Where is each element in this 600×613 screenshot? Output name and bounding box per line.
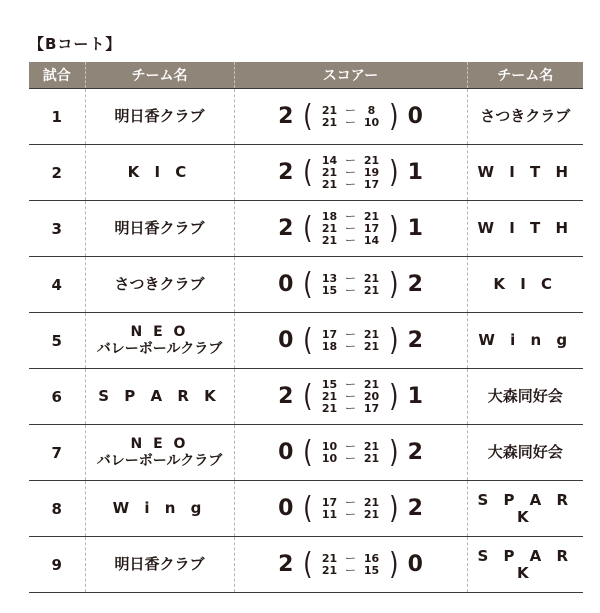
set-dash: ー [345, 221, 356, 235]
close-paren: ) [388, 322, 399, 358]
team1-sets-won: 0 [278, 440, 294, 465]
set-score-team1: 21 [321, 177, 338, 191]
set-score-team1: 10 [321, 439, 338, 453]
match-row [29, 481, 583, 537]
team1-name: さつきクラブ [85, 257, 234, 313]
set-score-team1: 21 [321, 221, 338, 235]
set-score [320, 235, 382, 247]
set-score [320, 453, 382, 465]
set-score-team1: 21 [321, 389, 338, 403]
team2-name: さつきクラブ [467, 89, 583, 145]
set-score-team1: 11 [321, 507, 338, 521]
set-score-team2: 21 [363, 439, 380, 453]
team2-sets-won: 1 [407, 384, 423, 409]
match-row [29, 313, 583, 369]
match-number: 5 [29, 313, 85, 369]
match-row [29, 201, 583, 257]
set-dash: ー [345, 551, 356, 565]
set-score-team2: 8 [367, 103, 376, 117]
open-paren: ( [302, 378, 313, 414]
set-score-team1: 17 [321, 327, 338, 341]
set-score [320, 391, 382, 403]
match-body [29, 89, 583, 593]
open-paren: ( [302, 266, 313, 302]
set-scores [320, 441, 382, 465]
team2-sets-won: 2 [407, 328, 423, 353]
team1-sets-won: 0 [278, 328, 294, 353]
set-dash: ー [345, 439, 356, 453]
set-score-team2: 21 [363, 377, 380, 391]
set-score [320, 223, 382, 235]
set-score-team2: 21 [363, 451, 380, 465]
header-team2: チーム名 [467, 62, 583, 89]
set-score-team2: 21 [363, 507, 380, 521]
set-score-team2: 10 [363, 115, 380, 129]
set-score-team1: 21 [321, 103, 338, 117]
set-score-team2: 20 [363, 389, 380, 403]
set-scores [320, 155, 382, 191]
match-row [29, 425, 583, 481]
set-score-team2: 17 [363, 177, 380, 191]
set-dash: ー [345, 153, 356, 167]
match-row [29, 89, 583, 145]
team2-name: K I C [467, 257, 583, 313]
set-score-team1: 21 [321, 115, 338, 129]
set-score [320, 379, 382, 391]
match-number: 6 [29, 369, 85, 425]
set-score-team1: 21 [321, 563, 338, 577]
team1-name-line2: バレーボールクラブ [96, 340, 223, 357]
set-score-team2: 16 [363, 551, 380, 565]
match-number: 9 [29, 537, 85, 593]
open-paren: ( [302, 154, 313, 190]
set-score [320, 285, 382, 297]
set-score-team2: 19 [363, 165, 380, 179]
team1-name-line1: N E O [130, 323, 189, 340]
close-paren: ) [388, 434, 399, 470]
score-cell [234, 537, 467, 593]
set-dash: ー [345, 377, 356, 391]
team1-name-line1: N E O [130, 435, 189, 452]
close-paren: ) [388, 546, 399, 582]
set-dash: ー [345, 115, 356, 129]
set-score-team1: 21 [321, 551, 338, 565]
set-score-team1: 14 [321, 153, 338, 167]
set-scores [320, 329, 382, 353]
close-paren: ) [388, 154, 399, 190]
open-paren: ( [302, 322, 313, 358]
team2-name: 大森同好会 [467, 369, 583, 425]
set-score-team2: 14 [363, 233, 380, 247]
set-score-team2: 21 [363, 271, 380, 285]
set-score-team1: 17 [321, 495, 338, 509]
set-score [320, 403, 382, 415]
match-row [29, 369, 583, 425]
team1-sets-won: 2 [278, 552, 294, 577]
open-paren: ( [302, 98, 313, 134]
set-scores [320, 553, 382, 577]
close-paren: ) [388, 490, 399, 526]
set-score-team1: 10 [321, 451, 338, 465]
set-score-team2: 21 [363, 153, 380, 167]
set-dash: ー [345, 283, 356, 297]
match-number: 7 [29, 425, 85, 481]
set-dash: ー [345, 271, 356, 285]
close-paren: ) [388, 378, 399, 414]
team1-sets-won: 2 [278, 216, 294, 241]
set-score-team2: 21 [363, 283, 380, 297]
open-paren: ( [302, 546, 313, 582]
set-scores [320, 379, 382, 415]
score-cell [234, 425, 467, 481]
set-scores [320, 273, 382, 297]
header-match: 試合 [29, 62, 85, 89]
set-score [320, 105, 382, 117]
set-scores [320, 497, 382, 521]
team2-sets-won: 2 [407, 496, 423, 521]
set-score [320, 179, 382, 191]
set-score-team1: 21 [321, 233, 338, 247]
score-cell [234, 481, 467, 537]
open-paren: ( [302, 434, 313, 470]
set-scores [320, 105, 382, 129]
team2-sets-won: 0 [407, 552, 423, 577]
set-score-team2: 21 [363, 209, 380, 223]
set-score-team2: 21 [363, 327, 380, 341]
set-score [320, 211, 382, 223]
team2-name: W I T H [467, 145, 583, 201]
set-dash: ー [345, 177, 356, 191]
set-score [320, 329, 382, 341]
set-score [320, 509, 382, 521]
team1-name-line2: バレーボールクラブ [96, 452, 223, 469]
set-dash: ー [345, 563, 356, 577]
set-dash: ー [345, 327, 356, 341]
open-paren: ( [302, 490, 313, 526]
team1-name: 明日香クラブ [85, 89, 234, 145]
team2-name: S P A R K [467, 537, 583, 593]
team2-name: W I T H [467, 201, 583, 257]
team2-sets-won: 1 [407, 216, 423, 241]
court-heading: 【Bコート】 [29, 35, 122, 53]
team1-sets-won: 0 [278, 272, 294, 297]
set-dash: ー [345, 103, 356, 117]
set-score [320, 117, 382, 129]
team2-name: 大森同好会 [467, 425, 583, 481]
set-score [320, 553, 382, 565]
team2-sets-won: 2 [407, 272, 423, 297]
set-score [320, 167, 382, 179]
match-number: 4 [29, 257, 85, 313]
set-dash: ー [345, 233, 356, 247]
match-number: 1 [29, 89, 85, 145]
set-score [320, 341, 382, 353]
set-score-team2: 17 [363, 401, 380, 415]
team1-name [85, 313, 234, 369]
open-paren: ( [302, 210, 313, 246]
close-paren: ) [388, 98, 399, 134]
set-score-team1: 21 [321, 165, 338, 179]
score-cell [234, 257, 467, 313]
set-score-team1: 15 [321, 377, 338, 391]
set-score [320, 497, 382, 509]
set-dash: ー [345, 165, 356, 179]
set-score [320, 273, 382, 285]
match-number: 8 [29, 481, 85, 537]
set-dash: ー [345, 451, 356, 465]
team1-name: 明日香クラブ [85, 201, 234, 257]
score-cell [234, 145, 467, 201]
set-dash: ー [345, 495, 356, 509]
set-score-team2: 15 [363, 563, 380, 577]
team2-name: W i n g [467, 313, 583, 369]
set-score-team1: 21 [321, 401, 338, 415]
set-score-team2: 21 [363, 495, 380, 509]
set-score-team2: 17 [363, 221, 380, 235]
team1-sets-won: 2 [278, 160, 294, 185]
header-row [29, 62, 583, 89]
set-dash: ー [345, 507, 356, 521]
team2-sets-won: 1 [407, 160, 423, 185]
match-number: 3 [29, 201, 85, 257]
set-dash: ー [345, 339, 356, 353]
match-row [29, 145, 583, 201]
score-cell [234, 89, 467, 145]
team1-name: W i n g [85, 481, 234, 537]
set-score-team1: 18 [321, 339, 338, 353]
set-score-team1: 13 [321, 271, 338, 285]
set-scores [320, 211, 382, 247]
team1-sets-won: 2 [278, 104, 294, 129]
score-cell [234, 369, 467, 425]
close-paren: ) [388, 210, 399, 246]
match-number: 2 [29, 145, 85, 201]
header-team1: チーム名 [85, 62, 234, 89]
match-row [29, 537, 583, 593]
set-score [320, 155, 382, 167]
match-row [29, 257, 583, 313]
set-score-team2: 21 [363, 339, 380, 353]
match-table [29, 62, 583, 593]
set-dash: ー [345, 389, 356, 403]
team1-sets-won: 2 [278, 384, 294, 409]
set-score-team1: 15 [321, 283, 338, 297]
team2-sets-won: 2 [407, 440, 423, 465]
set-score [320, 441, 382, 453]
score-cell [234, 313, 467, 369]
set-score-team1: 18 [321, 209, 338, 223]
team1-name: 明日香クラブ [85, 537, 234, 593]
team1-sets-won: 0 [278, 496, 294, 521]
close-paren: ) [388, 266, 399, 302]
team2-sets-won: 0 [407, 104, 423, 129]
score-cell [234, 201, 467, 257]
team1-name: K I C [85, 145, 234, 201]
set-dash: ー [345, 209, 356, 223]
set-score [320, 565, 382, 577]
header-score: スコアー [234, 62, 467, 89]
team2-name: S P A R K [467, 481, 583, 537]
set-dash: ー [345, 401, 356, 415]
team1-name: S P A R K [85, 369, 234, 425]
team1-name [85, 425, 234, 481]
